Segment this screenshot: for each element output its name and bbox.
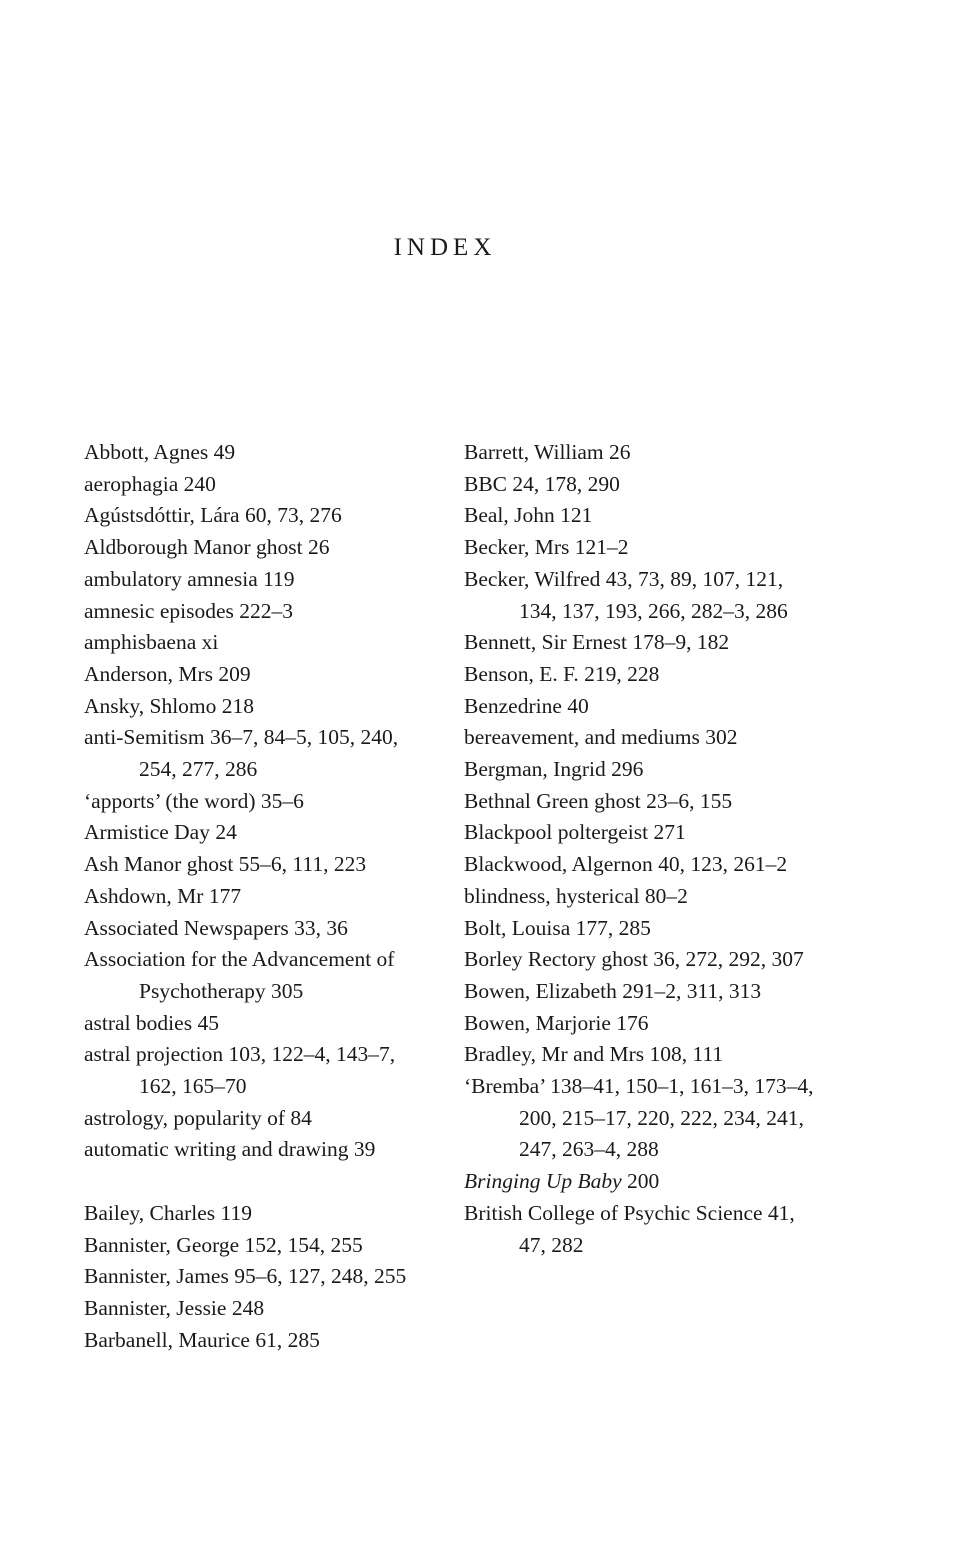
index-entry: ‘Bremba’ 138–41, 150–1, 161–3, 173–4, 200, 215–17, 220, 222, 234, 241, 247, 263–4, 288: [464, 1074, 814, 1162]
index-entry: astrology, popularity of 84: [84, 1105, 312, 1130]
index-entry-title: Bringing Up Baby: [464, 1169, 622, 1194]
index-entry: Bannister, George 152, 154, 255: [84, 1232, 363, 1257]
index-entry: Abbott, Agnes 49: [84, 440, 236, 464]
index-entry: BBC 24, 178, 290: [464, 471, 620, 496]
index-entry: amnesic episodes 222–3: [84, 598, 293, 623]
index-entry: ambulatory amnesia 119: [84, 566, 295, 591]
index-entry: anti-Semitism 36–7, 84–5, 105, 240, 254, 277, 286: [84, 725, 399, 782]
index-entry: astral projection 103, 122–4, 143–7, 162, 165–70: [84, 1042, 396, 1099]
index-entry: Bannister, James 95–6, 127, 248, 255: [84, 1264, 407, 1289]
index-column-right: [464, 437, 824, 1261]
index-entry: Bethnal Green ghost 23–6, 155: [464, 788, 733, 813]
index-entry: Benzedrine 40: [464, 693, 589, 718]
index-entry: bereavement, and mediums 302: [464, 725, 738, 750]
index-entry: Beal, John 121: [464, 503, 593, 528]
index-entry: British College of Psychic Science 41, 47, 282: [464, 1200, 795, 1257]
index-entry: Agústsdóttir, Lára 60, 73, 276: [84, 503, 342, 528]
index-entry: astral bodies 45: [84, 1010, 219, 1035]
index-entry: Bergman, Ingrid 296: [464, 757, 644, 782]
index-entry: Benson, E. F. 219, 228: [464, 661, 660, 686]
index-entry: Bennett, Sir Ernest 178–9, 182: [464, 630, 730, 655]
index-entry: Blackpool poltergeist 271: [464, 820, 686, 845]
page-title: INDEX: [393, 234, 497, 261]
index-entry: Blackwood, Algernon 40, 123, 261–2: [464, 852, 788, 877]
index-entry: Barbanell, Maurice 61, 285: [84, 1327, 320, 1352]
index-entry: Ashdown, Mr 177: [84, 883, 242, 908]
index-entry: amphisbaena xi: [84, 630, 219, 655]
index-entry: Becker, Wilfred 43, 73, 89, 107, 121, 134, 137, 193, 266, 282–3, 286: [464, 566, 788, 623]
index-entry: blindness, hysterical 80–2: [464, 883, 688, 908]
index-entry: Bowen, Elizabeth 291–2, 311, 313: [464, 978, 762, 1003]
index-entry: Barrett, William 26: [464, 440, 631, 464]
index-entry: Association for the Advancement of Psychotherapy 305: [84, 947, 395, 1003]
index-entry: Bradley, Mr and Mrs 108, 111: [464, 1042, 724, 1067]
index-entry: Ash Manor ghost 55–6, 111, 223: [84, 852, 367, 877]
index-entry: Borley Rectory ghost 36, 272, 292, 307: [464, 947, 804, 972]
index-entry-pages: 200: [621, 1169, 660, 1194]
index-entry: aerophagia 240: [84, 471, 216, 496]
index-entry: Aldborough Manor ghost 26: [84, 535, 330, 560]
index-entry: Anderson, Mrs 209: [84, 661, 251, 686]
index-entry: Bowen, Marjorie 176: [464, 1010, 649, 1035]
index-entry: Associated Newspapers 33, 36: [84, 915, 348, 940]
index-entry: Bannister, Jessie 248: [84, 1295, 265, 1320]
index-entry: Bolt, Louisa 177, 285: [464, 915, 651, 940]
index-entry: ‘apports’ (the word) 35–6: [84, 788, 304, 813]
index-entry: Becker, Mrs 121–2: [464, 535, 629, 560]
index-entry: [464, 1166, 824, 1198]
index-entry: Bailey, Charles 119: [84, 1200, 252, 1225]
index-entry: automatic writing and drawing 39: [84, 1137, 376, 1162]
index-entry: Ansky, Shlomo 218: [84, 693, 255, 718]
index-entry: Armistice Day 24: [84, 820, 237, 845]
index-column-left: [84, 437, 434, 1356]
